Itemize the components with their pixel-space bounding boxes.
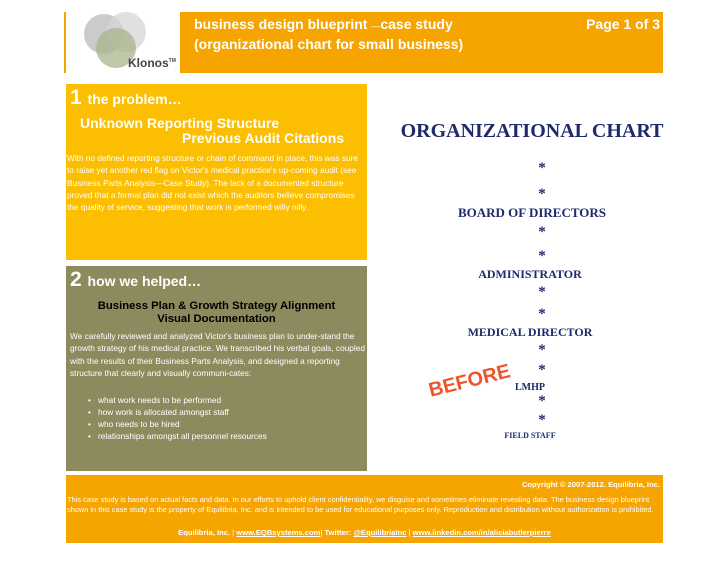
document-subtitle: (organizational chart for small business) [194,36,464,52]
chart-level-administrator: ADMINISTRATOR [478,267,582,281]
problem-heading: 1 the problem… [70,86,182,109]
list-item: • what work needs to be performed [88,394,267,406]
footer-links [66,528,663,537]
chart-star: * [538,186,546,202]
solution-subheading-1: Business Plan & Growth Strategy Alignment [97,300,336,312]
chart-star: * [538,306,546,322]
footer-separator: | [408,528,411,537]
chart-star: * [538,412,546,428]
org-chart-title: ORGANIZATIONAL CHART [400,120,664,142]
problem-subheading-1: Unknown Reporting Structure [80,115,280,131]
chart-level-medical-director: MEDICAL DIRECTOR [467,325,593,339]
chart-star: * [538,362,546,378]
chart-star: * [538,393,546,409]
chart-star: * [538,342,546,358]
list-item: • how work is allocated amongst staff [88,406,267,418]
list-item: • who needs to be hired [88,418,267,430]
page-number: Page 1 of 3 [586,16,660,32]
twitter-link[interactable]: @EquilibriaInc [353,528,407,537]
chart-star: * [538,224,546,240]
footer-disclaimer: This case study is based on actual facts and data. In our efforts to uphold client confidentiality, we disguise and sometimes eliminate revealing data. The business design blueprint shown in this case study is the property of Equilibria, Inc. and is intended to be used for educational purposes only. Reproduction and distribution without authorization is prohibited. [67,495,654,514]
footer-company: Equilibria, Inc. [178,528,231,537]
footer-separator: | [320,528,323,537]
problem-subheading-2: Previous Audit Citations [182,130,345,146]
solution-subheading-2: Visual Documentation [157,313,276,325]
chart-star: * [538,248,546,264]
problem-body: With no defined reporting structure or chain of command in place, this was sure to raise yet another red flag on Victor's medical practice's up-coming audit (see Business Parts Analysis—Case Study). The lack of a documented structure proved that a formal plan did not exist which the auditors believe compromises the quality of service, suggesting that work is performed willy nilly. [67,153,358,213]
linkedin-link[interactable]: www.linkedin.com/in/aliciabutlerpierre [412,528,551,537]
chart-level-lmhp: LMHP [515,382,545,393]
before-stamp: BEFORE [426,360,513,402]
twitter-label: Twitter: [324,528,352,537]
list-item: • relationships amongst all personnel resources [88,430,267,442]
document-title: business design blueprint —case study [194,16,453,32]
solution-body: We carefully reviewed and analyzed Victor's business plan to under-stand the growth strategy of his medical practice. We transcribed his verbal goals, coupled with the results of their Business Parts Analysis, and designed a reporting structure that clearly and visually communi-cates: [70,331,365,378]
website-link[interactable]: www.EQBsystems.com [236,528,321,537]
logo-text: Klonos™ [128,56,176,70]
solution-bullet-list [88,394,267,442]
solution-heading: 2 how we helped… [70,268,202,291]
copyright: Copyright © 2007-2012. Equilibria, Inc. [521,480,660,489]
chart-level-field-staff: FIELD STAFF [504,431,556,440]
footer-separator: | [232,528,235,537]
chart-level-board: BOARD OF DIRECTORS [457,205,607,220]
chart-star: * [538,284,546,300]
chart-star: * [538,160,546,176]
